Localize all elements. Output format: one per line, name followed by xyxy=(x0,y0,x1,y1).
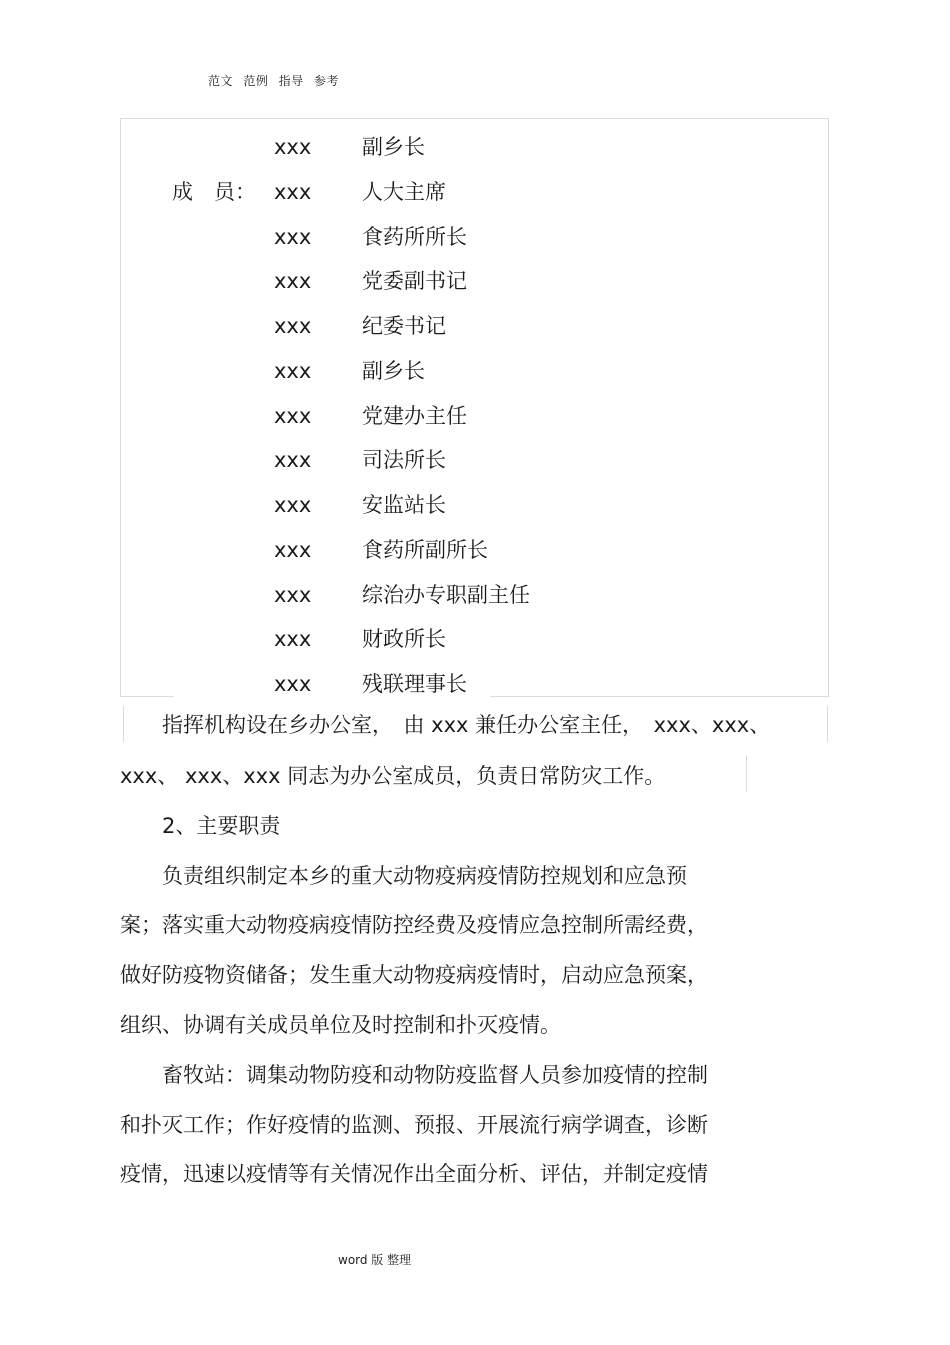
member-name: xxx xyxy=(274,358,312,383)
member-name: xxx xyxy=(274,582,312,607)
member-title: 综治办专职副主任 xyxy=(362,582,530,607)
station-paragraph-line-1: 畜牧站：调集动物防疫和动物防疫监督人员参加疫情的控制 xyxy=(120,1063,708,1087)
member-name: xxx xyxy=(274,179,312,204)
page-footer: word 版 整理 xyxy=(338,1253,412,1267)
member-title: 财政所长 xyxy=(362,627,446,652)
page-header: 范文 范例 指导 参考 xyxy=(208,74,339,88)
member-title: 副乡长 xyxy=(362,135,425,159)
member-title: 食药所副所长 xyxy=(362,537,488,562)
member-title: 司法所长 xyxy=(362,448,446,473)
member-name: xxx xyxy=(274,627,312,652)
duty-paragraph-line-4: 组织、协调有关成员单位及时控制和扑灭疫情。 xyxy=(120,1013,561,1037)
member-title: 安监站长 xyxy=(362,493,446,517)
member-name: xxx xyxy=(274,537,312,562)
member-title: 纪委书记 xyxy=(362,314,446,338)
member-name: xxx xyxy=(274,448,312,473)
member-title: 食药所所长 xyxy=(362,224,467,249)
member-title: 党委副书记 xyxy=(362,269,467,294)
office-paragraph-line-2: xxx、 xxx、xxx 同志为办公室成员，负责日常防灾工作。 xyxy=(120,764,666,788)
member-name: xxx xyxy=(274,403,312,428)
member-label: 成 员： xyxy=(172,179,256,204)
office-paragraph-line-1: 指挥机构设在乡办公室， 由 xxx 兼任办公室主任， xxx、xxx、 xyxy=(120,713,771,737)
duty-paragraph-line-3: 做好防疫物资储备；发生重大动物疫病疫情时，启动应急预案， xyxy=(120,963,708,987)
member-title: 残联理事长 xyxy=(362,672,467,696)
station-paragraph-line-3: 疫情，迅速以疫情等有关情况作出全面分析、评估，并制定疫情 xyxy=(120,1162,708,1186)
member-name: xxx xyxy=(274,224,312,249)
member-title: 党建办主任 xyxy=(362,403,467,428)
member-name: xxx xyxy=(274,672,312,696)
member-title: 副乡长 xyxy=(362,358,425,383)
member-name: xxx xyxy=(274,314,312,338)
duty-paragraph-line-2: 案；落实重大动物疫病疫情防控经费及疫情应急控制所需经费， xyxy=(120,913,708,937)
table-bottom-border-left xyxy=(120,696,174,697)
duty-paragraph-line-1: 负责组织制定本乡的重大动物疫病疫情防控规划和应急预 xyxy=(120,864,687,888)
member-name: xxx xyxy=(274,135,312,159)
table-bottom-border-right xyxy=(490,696,829,697)
section-heading: 2、主要职责 xyxy=(120,814,281,838)
station-paragraph-line-2: 和扑灭工作；作好疫情的监测、预报、开展流行病学调查，诊断 xyxy=(120,1113,708,1137)
member-name: xxx xyxy=(274,493,312,517)
member-title: 人大主席 xyxy=(362,179,446,204)
member-name: xxx xyxy=(274,269,312,294)
